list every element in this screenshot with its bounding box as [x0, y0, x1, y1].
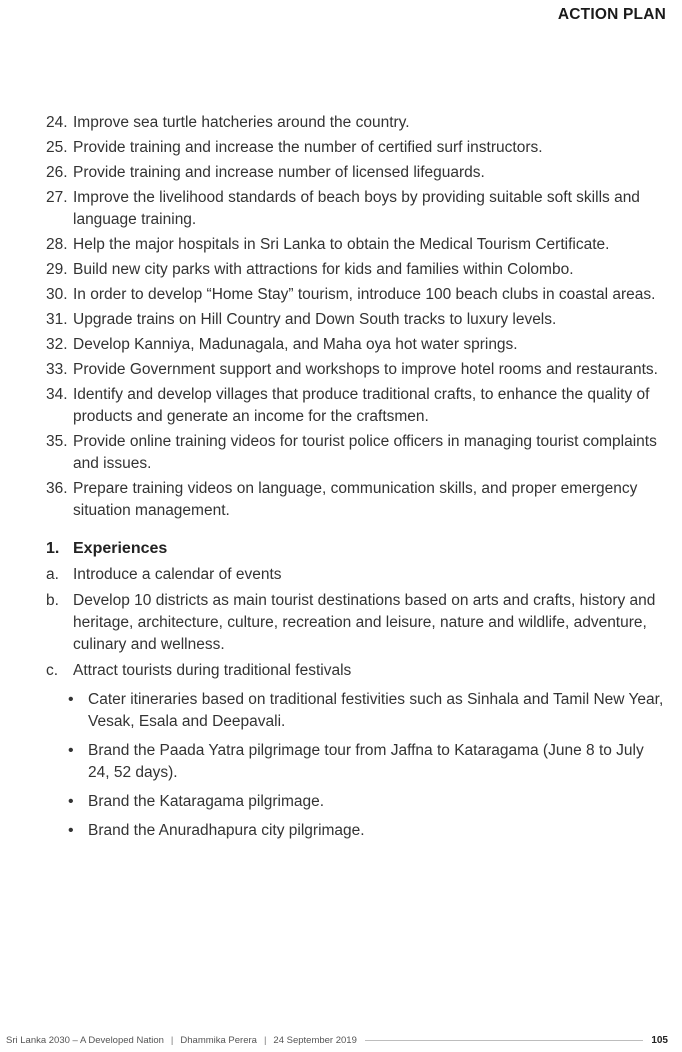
item-text: Provide training and increase number of licensed lifeguards. — [73, 164, 485, 181]
list-item — [46, 309, 666, 331]
list-item — [46, 478, 666, 522]
list-item — [46, 259, 666, 281]
item-text: Improve sea turtle hatcheries around the country. — [73, 114, 410, 131]
footer-book-title: Sri Lanka 2030 – A Developed Nation — [6, 1035, 164, 1046]
item-text: In order to develop “Home Stay” tourism, introduce 100 beach clubs in coastal areas. — [73, 286, 656, 303]
document-body — [46, 112, 666, 849]
bullet-item — [68, 820, 666, 842]
bullet-text: Cater itineraries based on traditional festivities such as Sinhala and Tamil New Year, Vesak, Esala and Deepavali. — [88, 691, 664, 730]
item-number: 24. — [46, 114, 68, 131]
page-footer — [6, 1035, 668, 1046]
section-heading — [46, 538, 666, 560]
list-item — [46, 660, 666, 682]
list-item — [46, 137, 666, 159]
list-item — [46, 359, 666, 381]
bullet-text: Brand the Kataragama pilgrimage. — [88, 793, 325, 810]
item-text: Provide online training videos for tourist police officers in managing tourist complaints and issues. — [73, 433, 657, 472]
item-text: Introduce a calendar of events — [73, 566, 282, 583]
section-number: 1. — [46, 540, 60, 557]
footer-date: 24 September 2019 — [273, 1035, 357, 1046]
footer-author: Dhammika Perera — [180, 1035, 257, 1046]
item-letter: a. — [46, 566, 59, 583]
footer-separator: | — [170, 1035, 174, 1046]
item-text: Identify and develop villages that produce traditional crafts, to enhance the quality of products and generate an income for the craftsmen. — [73, 386, 650, 425]
item-text: Help the major hospitals in Sri Lanka to obtain the Medical Tourism Certificate. — [73, 236, 610, 253]
bullet-item — [68, 740, 666, 784]
item-letter: b. — [46, 592, 59, 609]
item-number: 29. — [46, 261, 68, 278]
page-number: 105 — [651, 1035, 668, 1046]
item-text: Prepare training videos on language, communication skills, and proper emergency situation management. — [73, 480, 638, 519]
item-number: 30. — [46, 286, 68, 303]
bullet-icon: • — [68, 822, 74, 839]
list-item — [46, 112, 666, 134]
list-item — [46, 187, 666, 231]
item-text: Build new city parks with attractions for kids and families within Colombo. — [73, 261, 574, 278]
list-item — [46, 431, 666, 475]
bullet-item — [68, 791, 666, 813]
item-text: Develop Kanniya, Madunagala, and Maha oya hot water springs. — [73, 336, 518, 353]
list-item — [46, 384, 666, 428]
item-number: 31. — [46, 311, 68, 328]
item-text: Attract tourists during traditional festivals — [73, 662, 352, 679]
footer-rule — [365, 1040, 643, 1041]
bullet-text: Brand the Anuradhapura city pilgrimage. — [88, 822, 365, 839]
bullet-icon: • — [68, 793, 74, 810]
bullet-text: Brand the Paada Yatra pilgrimage tour from Jaffna to Kataragama (June 8 to July 24, 52 days). — [88, 742, 644, 781]
page-header-title: ACTION PLAN — [557, 6, 666, 23]
item-letter: c. — [46, 662, 59, 679]
item-number: 26. — [46, 164, 68, 181]
lettered-list — [46, 564, 666, 682]
item-text: Develop 10 districts as main tourist destinations based on arts and crafts, history and heritage, architecture, culture, recreation and leisure, nature and wildlife, adventure, culinary and wellness. — [73, 592, 656, 653]
footer-separator: | — [263, 1035, 267, 1046]
item-text: Improve the livelihood standards of beach boys by providing suitable soft skills and language training. — [73, 189, 640, 228]
bullet-list — [68, 689, 666, 842]
item-number: 28. — [46, 236, 68, 253]
list-item — [46, 334, 666, 356]
list-item — [46, 284, 666, 306]
item-number: 25. — [46, 139, 68, 156]
list-item — [46, 590, 666, 656]
bullet-icon: • — [68, 691, 74, 708]
list-item — [46, 234, 666, 256]
bullet-item — [68, 689, 666, 733]
item-number: 27. — [46, 189, 68, 206]
item-number: 36. — [46, 480, 68, 497]
list-item — [46, 162, 666, 184]
item-text: Provide Government support and workshops to improve hotel rooms and restaurants. — [73, 361, 658, 378]
list-item — [46, 564, 666, 586]
section-title: Experiences — [73, 540, 168, 557]
item-number: 35. — [46, 433, 68, 450]
numbered-list — [46, 112, 666, 522]
item-number: 32. — [46, 336, 68, 353]
item-number: 33. — [46, 361, 68, 378]
item-text: Upgrade trains on Hill Country and Down South tracks to luxury levels. — [73, 311, 557, 328]
item-number: 34. — [46, 386, 68, 403]
bullet-icon: • — [68, 742, 74, 759]
item-text: Provide training and increase the number of certified surf instructors. — [73, 139, 543, 156]
